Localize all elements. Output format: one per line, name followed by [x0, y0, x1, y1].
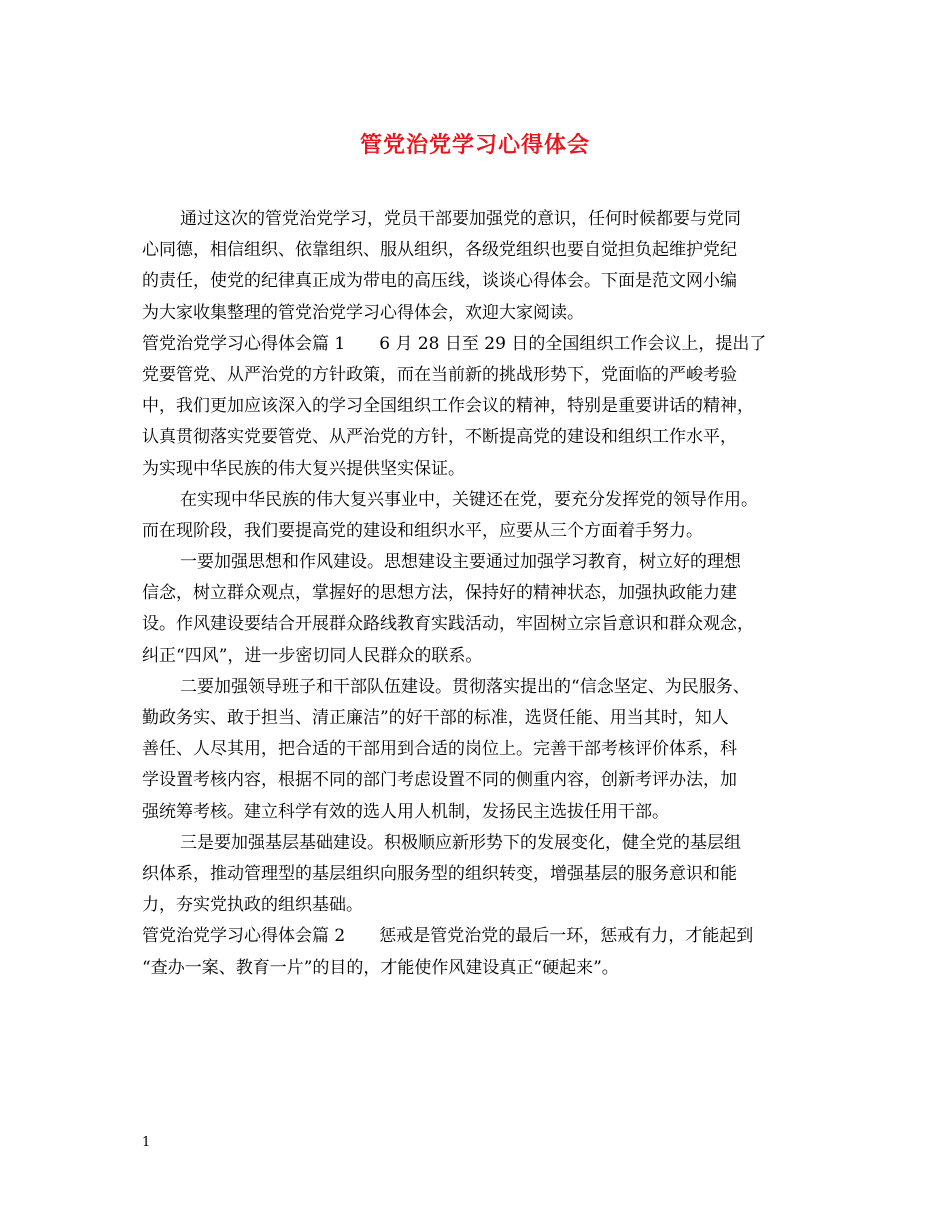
text-line: 在实现中华民族的伟大复兴事业中，关键还在党，要充分发挥党的领导作用。 — [180, 489, 758, 510]
section-2-text: 惩戒是管党治党的最后一环，惩戒有力，才能起到 — [379, 926, 754, 947]
text-line: 设。作风建设要结合开展群众路线教育实践活动，牢固树立宗旨意识和群众观念， — [142, 614, 754, 635]
text-line: 纠正“四风”，进一步密切同人民群众的联系。 — [142, 645, 483, 666]
section-1-heading: 管党治党学习心得体会篇 1 — [142, 333, 346, 354]
section-1-line — [142, 329, 812, 360]
page-number: 1 — [142, 1135, 151, 1150]
text-line: 信念，树立群众观点，掌握好的思想方法，保持好的精神状态，加强执政能力建 — [142, 583, 737, 604]
text-line: 织体系，推动管理型的基层组织向服务型的组织转变，增强基层的服务意识和能 — [142, 863, 737, 884]
text-line: 认真贯彻落实党要管党、从严治党的方针，不断提高党的建设和组织工作水平， — [142, 427, 737, 448]
text-line: 党要管党、从严治党的方针政策，而在当前新的挑战形势下，党面临的严峻考验 — [142, 364, 737, 385]
text-line: 二要加强领导班子和干部队伍建设。贯彻落实提出的“信念坚定、为民服务、 — [180, 676, 750, 697]
text-line: 善任、人尽其用，把合适的干部用到合适的岗位上。完善干部考核评价体系，科 — [142, 739, 737, 760]
text-line: 勤政务实、敢于担当、清正廉洁”的好干部的标准，选贤任能、用当其时，知人 — [142, 708, 729, 728]
text-line: 而在现阶段，我们要提高党的建设和组织水平，应要从三个方面着手努力。 — [142, 520, 703, 541]
text-line: 通过这次的管党治党学习，党员干部要加强党的意识，任何时候都要与党同 — [180, 209, 741, 229]
section-1-text: 6 月 28 日至 29 日的全国组织工作会议上，提出了 — [379, 333, 767, 354]
document-body — [142, 204, 812, 984]
text-line: 力，夯实党执政的组织基础。 — [142, 895, 363, 916]
text-line: “查办一案、教育一片”的目的，才能使作风建设真正“硬起来”。 — [142, 957, 619, 978]
text-line: 的责任，使党的纪律真正成为带电的高压线，谈谈心得体会。下面是范文网小编 — [142, 271, 737, 292]
text-line: 为大家收集整理的管党治党学习心得体会，欢迎大家阅读。 — [142, 302, 584, 323]
text-line: 学设置考核内容，根据不同的部门考虑设置不同的侧重内容，创新考评办法，加 — [142, 770, 737, 791]
section-2-heading: 管党治党学习心得体会篇 2 — [142, 926, 346, 947]
text-line: 为实现中华民族的伟大复兴提供坚实保证。 — [142, 458, 465, 479]
text-line: 中，我们更加应该深入的学习全国组织工作会议的精神，特别是重要讲话的精神， — [142, 396, 754, 417]
text-line: 三是要加强基层基础建设。积极顺应新形势下的发展变化，健全党的基层组 — [180, 832, 741, 853]
document-title: 管党治党学习心得体会 — [359, 132, 590, 158]
text-line: 心同德，相信组织、依靠组织、服从组织，各级党组织也要自觉担负起维护党纪 — [142, 240, 737, 261]
text-line: 一要加强思想和作风建设。思想建设主要通过加强学习教育，树立好的理想 — [180, 552, 741, 573]
section-2-line — [142, 921, 812, 952]
text-line: 强统筹考核。建立科学有效的选人用人机制，发扬民主选拔任用干部。 — [142, 801, 669, 822]
